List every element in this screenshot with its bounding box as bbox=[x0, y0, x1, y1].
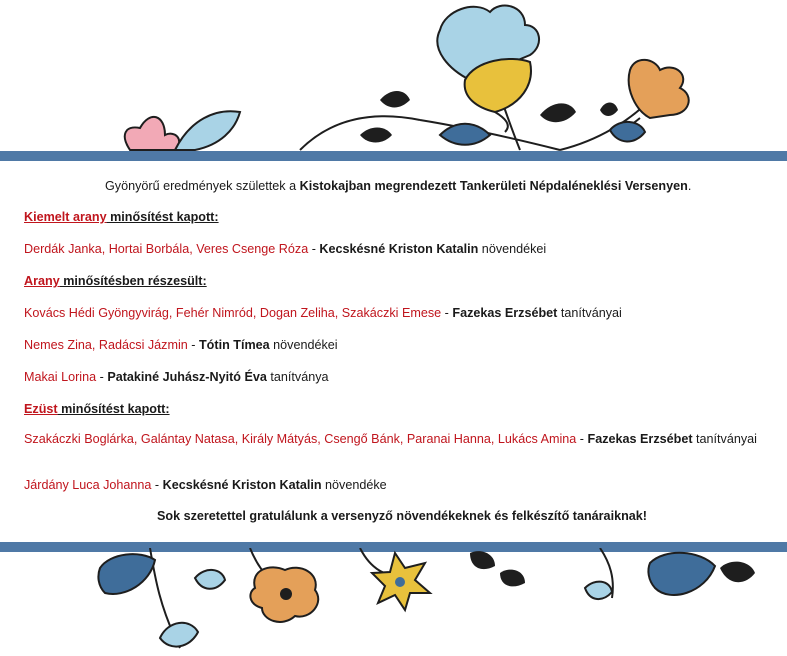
separator: - bbox=[576, 432, 588, 446]
section-heading-kiemelt bbox=[24, 210, 219, 224]
separator: - bbox=[441, 306, 453, 320]
suffix: tanítványai bbox=[692, 432, 757, 446]
teacher-name: Patakiné Juhász-Nyitó Éva bbox=[107, 370, 267, 384]
list-item bbox=[24, 431, 764, 447]
orange-flower-icon bbox=[610, 60, 689, 142]
section-heading-ezust bbox=[24, 402, 170, 416]
separator: - bbox=[308, 242, 320, 256]
section-heading-arany bbox=[24, 274, 207, 288]
list-item bbox=[24, 338, 338, 352]
intro-text: Gyönyörű eredmények születtek a bbox=[105, 179, 300, 193]
intro-period: . bbox=[687, 179, 692, 193]
student-names: Szakáczki Boglárka, Galántay Natasa, Király Mátyás, Csengő Bánk, Paranai Hanna, Lukács Amina bbox=[24, 432, 577, 446]
separator: - bbox=[96, 370, 108, 384]
list-item bbox=[24, 478, 387, 492]
student-names: Járdány Luca Johanna bbox=[24, 478, 152, 492]
student-names: Makai Lorina bbox=[24, 370, 97, 384]
event-name: Kistokajban megrendezett Tankerületi Népdaléneklési Versenyen bbox=[299, 179, 688, 193]
separator: - bbox=[187, 338, 199, 352]
list-item bbox=[24, 306, 622, 320]
student-names: Nemes Zina, Radácsi Jázmin bbox=[24, 338, 188, 352]
list-item bbox=[24, 370, 329, 384]
award-arany: Arany bbox=[24, 274, 60, 288]
top-band bbox=[0, 151, 787, 161]
teacher-name: Kecskésné Kriston Katalin bbox=[319, 242, 479, 256]
list-item bbox=[24, 242, 546, 256]
suffix: növendéke bbox=[321, 478, 387, 492]
suffix: növendékei bbox=[478, 242, 547, 256]
heading-rest: minősítést kapott: bbox=[57, 402, 170, 416]
teacher-name: Tótin Tímea bbox=[198, 338, 270, 352]
suffix: tanítványai bbox=[557, 306, 622, 320]
award-kiemelt-arany: Kiemelt arany bbox=[24, 210, 107, 224]
closing-message: Sok szeretettel gratulálunk a versenyző növendékeknek és felkészítő tanáraiknak! bbox=[157, 509, 647, 523]
floral-decoration-bottom bbox=[0, 548, 787, 656]
suffix: növendékei bbox=[269, 338, 338, 352]
heading-rest: minősítésben részesült: bbox=[59, 274, 207, 288]
orange-flower-icon bbox=[250, 567, 318, 622]
heading-rest: minősítést kapott: bbox=[106, 210, 219, 224]
intro-paragraph bbox=[105, 179, 691, 193]
announcement-body bbox=[0, 161, 787, 542]
teacher-name: Fazekas Erzsébet bbox=[452, 306, 558, 320]
student-names: Kovács Hédi Gyöngyvirág, Fehér Nimród, Dogan Zeliha, Szakáczki Emese bbox=[24, 306, 442, 320]
floral-decoration-top bbox=[0, 0, 787, 160]
separator: - bbox=[151, 478, 163, 492]
suffix: tanítványa bbox=[266, 370, 329, 384]
pink-flower-icon bbox=[125, 117, 179, 150]
teacher-name: Fazekas Erzsébet bbox=[587, 432, 693, 446]
teacher-name: Kecskésné Kriston Katalin bbox=[162, 478, 322, 492]
yellow-flower-icon bbox=[372, 553, 430, 610]
award-ezust: Ezüst bbox=[24, 402, 58, 416]
blue-yellow-flower-icon bbox=[437, 6, 539, 132]
student-names: Derdák Janka, Hortai Borbála, Veres Csenge Róza bbox=[24, 242, 309, 256]
